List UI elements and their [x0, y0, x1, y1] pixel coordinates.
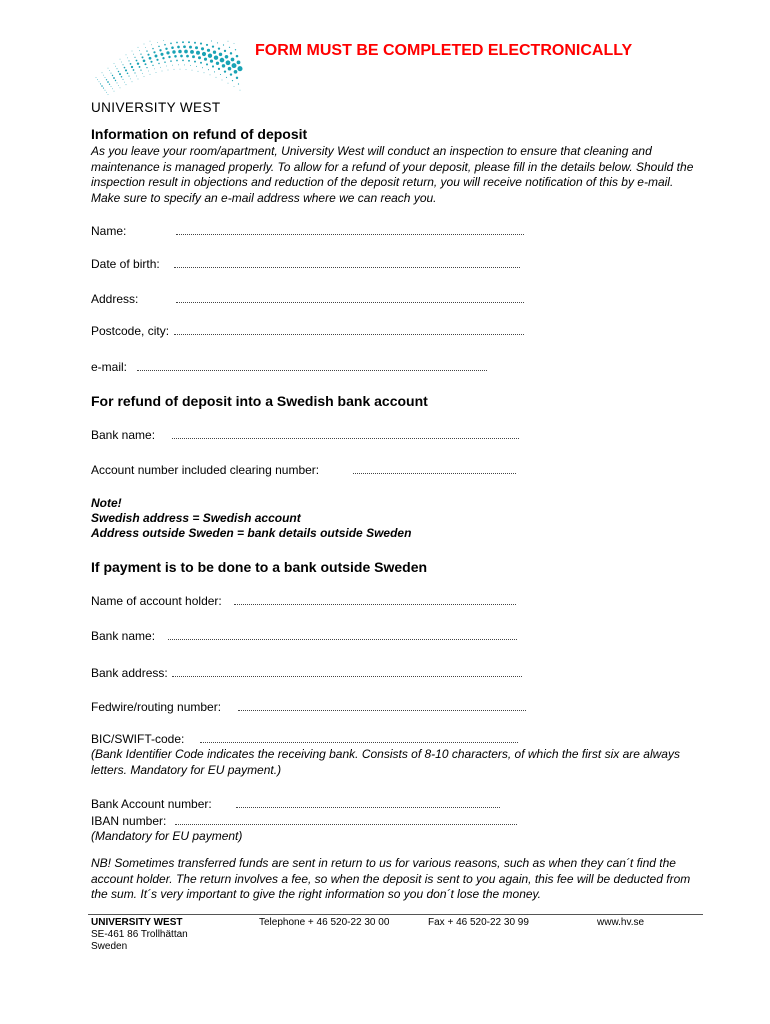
holder-field[interactable] — [234, 604, 516, 605]
bic-note: (Bank Identifier Code indicates the receiving bank. Consists of 8-10 characters, of which the first six are always letters. Mandatory for EU payment.) — [91, 747, 680, 777]
note-line-2: Address outside Sweden = bank details outside Sweden — [91, 526, 412, 540]
electronic-form-warning: FORM MUST BE COMPLETED ELECTRONICALLY — [255, 42, 633, 59]
footer-divider — [88, 914, 703, 915]
footer-fax: Fax + 46 520-22 30 99 — [428, 917, 529, 928]
intro-text: As you leave your room/apartment, University West will conduct an inspection to ensure that cleaning and maintenance is managed properly. To allow for a refund of your deposit, please fill in the details below. Should the inspection result in objections and reduction of the deposit return, you will receive notification of this by e-mail. Make sure to specify an e-mail address where we can reach you. — [91, 144, 694, 205]
se-bank-name-field[interactable] — [172, 438, 519, 439]
holder-label: Name of account holder: — [91, 594, 222, 608]
postcode-field[interactable] — [174, 334, 524, 335]
intro-title: Information on refund of deposit — [91, 126, 308, 142]
dob-label: Date of birth: — [91, 257, 160, 271]
email-label: e-mail: — [91, 360, 128, 374]
dob-field[interactable] — [174, 267, 520, 268]
name-field[interactable] — [176, 234, 524, 235]
swedish-bank-title: For refund of deposit into a Swedish bank account — [91, 393, 428, 409]
note-line-1: Swedish address = Swedish account — [91, 511, 301, 525]
address-field[interactable] — [176, 302, 524, 303]
bic-label: BIC/SWIFT-code: — [91, 732, 185, 746]
footer-street: SE-461 86 Trollhättan — [91, 929, 188, 940]
iban-label: IBAN number: — [91, 814, 167, 828]
nb-text: NB! Sometimes transferred funds are sent in return to us for various reasons, such as when they can´t find the account holder. The return involves a fee, so when the deposit is sent to you again, this fee will be deducted from the sum. It´s very important to give the right information so you don´t lose the money. — [91, 856, 691, 901]
bank-account-field[interactable] — [236, 807, 500, 808]
fedwire-field[interactable] — [238, 710, 526, 711]
bank-address-label: Bank address: — [91, 666, 168, 680]
footer-country: Sweden — [91, 941, 128, 952]
name-label: Name: — [91, 224, 127, 238]
bic-field[interactable] — [200, 742, 518, 743]
foreign-bank-title: If payment is to be done to a bank outside Sweden — [91, 559, 428, 575]
foreign-bank-name-label: Bank name: — [91, 629, 156, 643]
footer-phone: Telephone + 46 520-22 30 00 — [259, 917, 390, 928]
account-number-label: Account number included clearing number: — [91, 463, 320, 477]
se-bank-name-label: Bank name: — [91, 428, 156, 442]
note-label: Note! — [91, 496, 122, 510]
email-field[interactable] — [137, 370, 487, 371]
postcode-label: Postcode, city: — [91, 324, 170, 338]
bank-address-field[interactable] — [172, 676, 522, 677]
footer-web[interactable]: www.hv.se — [597, 917, 645, 928]
footer-org: UNIVERSITY WEST — [91, 917, 183, 928]
logo-text: UNIVERSITY WEST — [91, 100, 221, 115]
address-label: Address: — [91, 292, 139, 306]
bank-account-label: Bank Account number: — [91, 797, 212, 811]
account-number-field[interactable] — [353, 473, 516, 474]
foreign-bank-name-field[interactable] — [168, 639, 517, 640]
iban-field[interactable] — [175, 824, 517, 825]
fedwire-label: Fedwire/routing number: — [91, 700, 222, 714]
iban-note: (Mandatory for EU payment) — [91, 829, 243, 843]
